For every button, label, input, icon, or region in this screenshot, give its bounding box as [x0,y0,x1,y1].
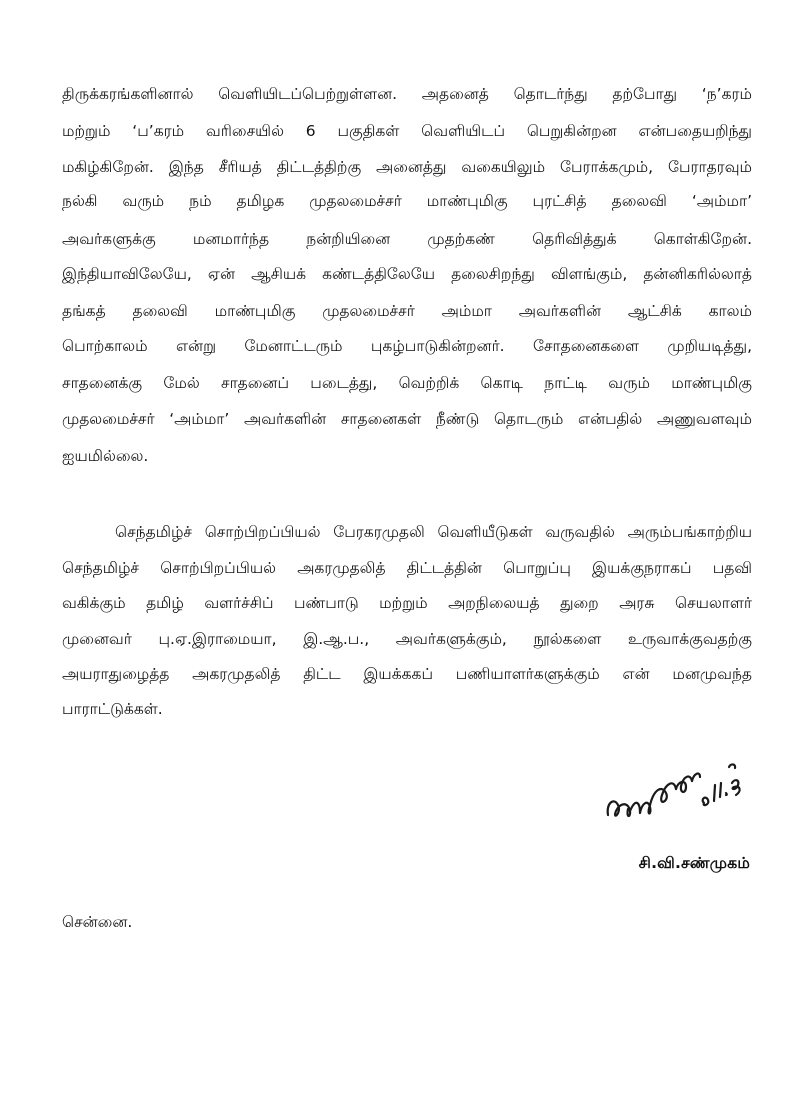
paragraph-1-line: பொற்காலம் என்று மேனாட்டரும் புகழ்பாடுகின்றனர். சோதனைகளை முறியடித்து, [62,337,752,355]
paragraph-2-line: செந்தமிழ்ச் சொற்பிறப்பியல் பேரகரமுதலி வெளியீடுகள் வருவதில் அரும்பங்காற்றிய [115,523,752,541]
paragraph-1-line: மகிழ்கிறேன். இந்த சீரியத் திட்டத்திற்கு அனைத்து வகையிலும் பேராக்கமும், பேராதரவும் [62,158,752,176]
paragraph-2-line: வகிக்கும் தமிழ் வளர்ச்சிப் பண்பாடு மற்றும் அறநிலையத் துறை அரசு செயலாளர் [62,594,752,612]
paragraph-1-line: ஐயமில்லை. [62,447,149,465]
paragraph-1-line: திருக்கரங்களினால் வெளியிடப்பெற்றுள்ளன. அதனைத் தொடர்ந்து தற்போது ‘ந’கரம் [62,85,752,103]
paragraph-1-line: மற்றும் ‘ப’கரம் வரிசையில் 6 பகுதிகள் வெளியிடப் பெறுகின்றன என்பதையறிந்து [62,122,752,140]
paragraph-2-line: பாராட்டுக்கள். [62,700,163,718]
paragraph-1-line: தங்கத் தலைவி மாண்புமிகு முதலமைச்சர் அம்மா அவர்களின் ஆட்சிக் காலம் [62,302,752,320]
paragraph-2-line: செந்தமிழ்ச் சொற்பிறப்பியல் அகரமுதலித் திட்டத்தின் பொறுப்பு இயக்குநராகப் பதவி [62,559,752,577]
paragraph-1-line: அவர்களுக்கு மனமார்ந்த நன்றியினை முதற்கண் தெரிவித்துக் கொள்கிறேன். [62,230,752,248]
handwritten-signature [600,745,760,835]
paragraph-1-line: சாதனைக்கு மேல் சாதனைப் படைத்து, வெற்றிக் கொடி நாட்டி வரும் மாண்புமிகு [62,374,752,392]
paragraph-2-line: அயராதுழைத்த அகரமுதலித் திட்ட இயக்ககப் பணியாளர்களுக்கும் என் மனமுவந்த [62,665,752,683]
signer-name: சி.வி.சண்முகம் [638,854,750,872]
paragraph-1-line: நல்கி வரும் நம் தமிழக முதலமைச்சர் மாண்புமிகு புரட்சித் தலைவி ‘அம்மா’ [62,192,752,210]
place-name: சென்னை. [62,913,133,931]
paragraph-2-line: முனைவர் பு.ஏ.இராமையா, இ.ஆ.ப., அவர்களுக்கும், நூல்களை உருவாக்குவதற்கு [62,630,752,648]
paragraph-1-line: முதலமைச்சர் ‘அம்மா’ அவர்களின் சாதனைகள் நீண்டு தொடரும் என்பதில் அணுவளவும் [62,410,752,428]
paragraph-1-line: இந்தியாவிலேயே, ஏன் ஆசியக் கண்டத்திலேயே தலைசிறந்து விளங்கும், தன்னிகரில்லாத் [62,265,752,283]
